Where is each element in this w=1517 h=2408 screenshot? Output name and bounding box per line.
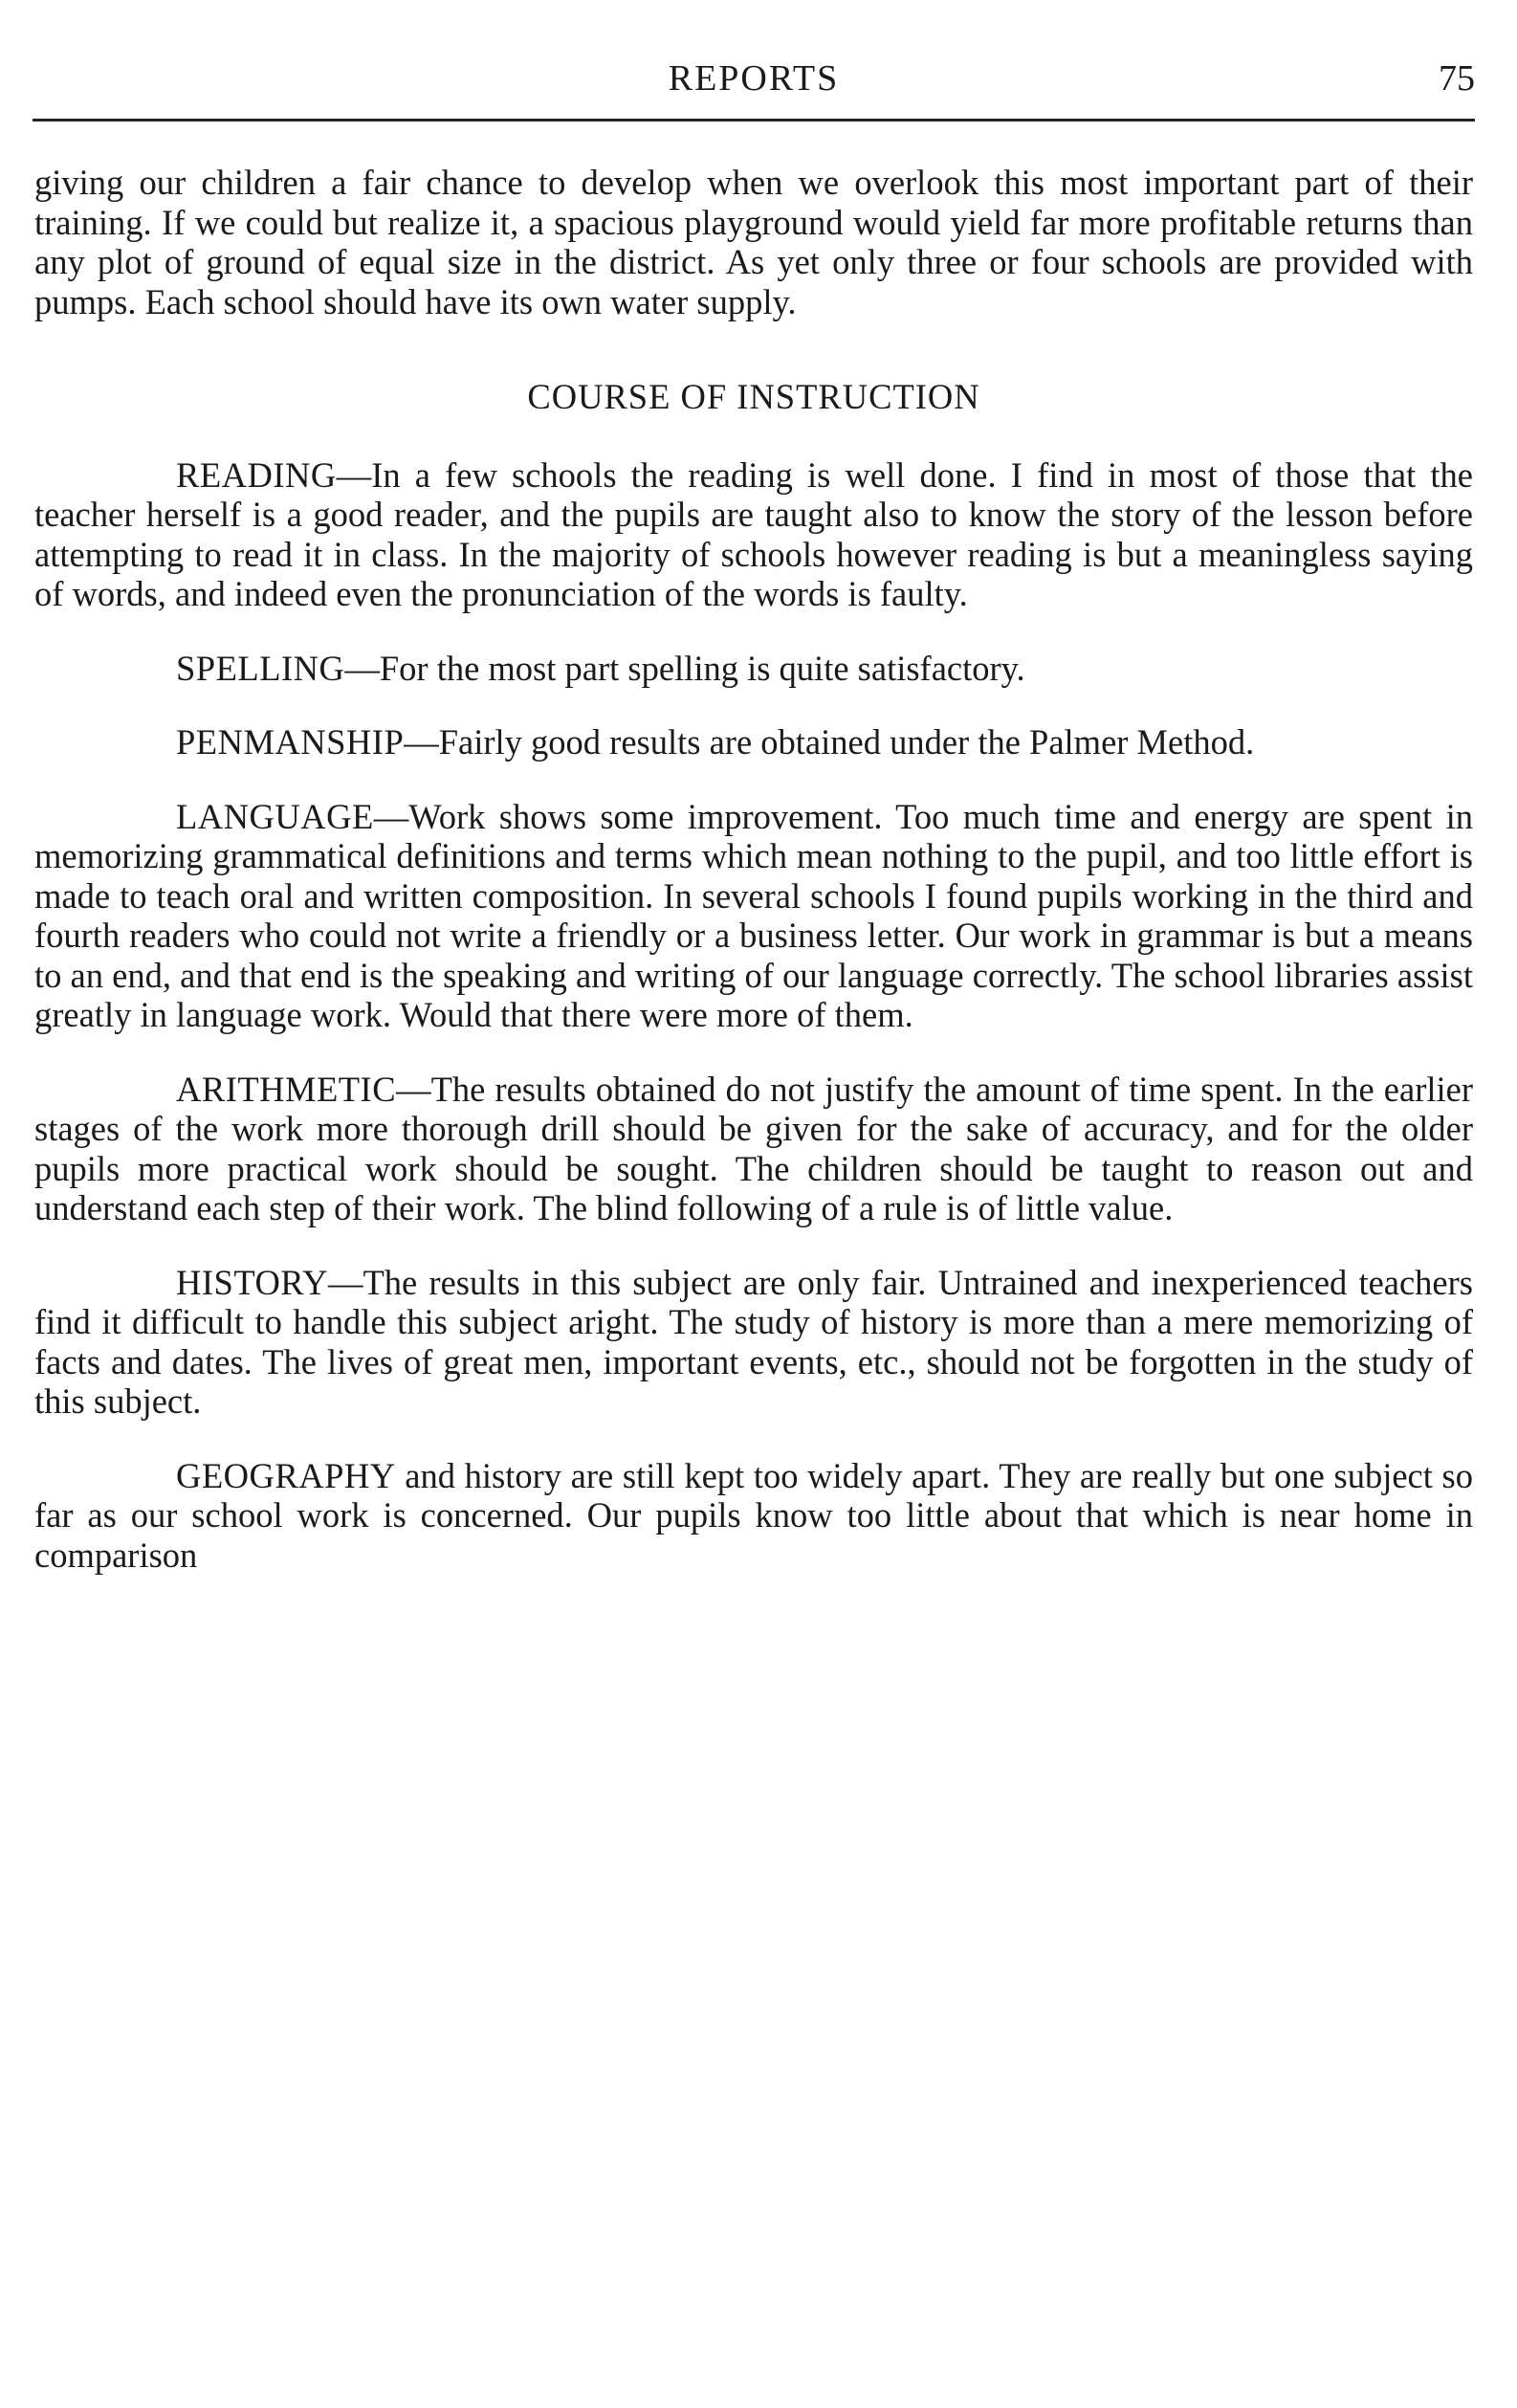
paragraph-history — [34, 1263, 1473, 1422]
paragraph-language — [34, 797, 1473, 1035]
paragraph-text: and history are still kept too widely apart. They are really but one subject so far as our school work is concerned. Our pupils know too little about that which is near home in comparison — [34, 1455, 1473, 1575]
paragraph-penmanship — [34, 722, 1473, 762]
page-number: 75 — [1439, 58, 1475, 99]
paragraph-lead: PENMANSHIP — [176, 722, 405, 762]
paragraph-text: —For the most part spelling is quite satisfactory. — [344, 648, 1025, 688]
continued-paragraph: giving our children a fair chance to develop when we overlook this most important part of their training. If we could but realize it, a spacious playground would yield far more profitable returns than any plot of ground of equal size in the district. As yet only three or four schools are provided with pumps. Each school should have its own water supply. — [34, 163, 1473, 321]
body-text — [34, 163, 1473, 1575]
paragraph-lead: GEOGRAPHY — [176, 1455, 396, 1495]
paragraph-lead: ARITHMETIC — [176, 1069, 397, 1109]
paragraph-lead: SPELLING — [176, 648, 345, 688]
paragraph-arithmetic — [34, 1070, 1473, 1228]
paragraph-lead: LANGUAGE — [176, 796, 374, 836]
paragraph-spelling — [34, 649, 1473, 689]
paragraph-text: —Fairly good results are obtained under the Palmer Method. — [404, 722, 1255, 762]
section-heading: COURSE OF INSTRUCTION — [527, 377, 980, 416]
paragraph-text: —In a few schools the reading is well done. I find in most of those that the teacher herself is a good reader, and the pupils are taught also to know the story of the lesson before attempting to read it in class. In the majority of schools however reading is but a meaningless saying of words, and indeed even the pronunciation of the words is faulty. — [34, 454, 1473, 613]
paragraph-text: —The results obtained do not justify the amount of time spent. In the earlier stages of the work more thorough drill should be given for the sake of accuracy, and for the older pupils more practical work should be sought. The children should be taught to reason out and understand each step of their work. The blind following of a rule is of little value. — [34, 1069, 1473, 1227]
header-rule — [33, 119, 1475, 122]
page-header — [33, 55, 1475, 113]
paragraph-text: —Work shows some improvement. Too much time and energy are spent in memorizing grammatical definitions and terms which mean nothing to the pupil, and too little effort is made to teach oral and written composition. In several schools I found pupils working in the third and fourth readers who could not write a friendly or a business letter. Our work in grammar is but a means to an end, and that end is the speaking and writing of our language correctly. The school libraries assist greatly in language work. Would that there were more of them. — [34, 796, 1473, 1034]
paragraph-geography — [34, 1456, 1473, 1576]
paragraph-lead: HISTORY — [176, 1262, 328, 1302]
running-head: REPORTS — [668, 58, 840, 99]
paragraph-lead: READING — [176, 454, 337, 495]
paragraph-reading — [34, 455, 1473, 614]
paragraph-text: —The results in this subject are only fair. Untrained and inexperienced teachers find it difficult to handle this subject aright. The study of history is more than a mere memorizing of facts and dates. The lives of great men, important events, etc., should not be forgotten in the study of this subject. — [34, 1262, 1473, 1421]
